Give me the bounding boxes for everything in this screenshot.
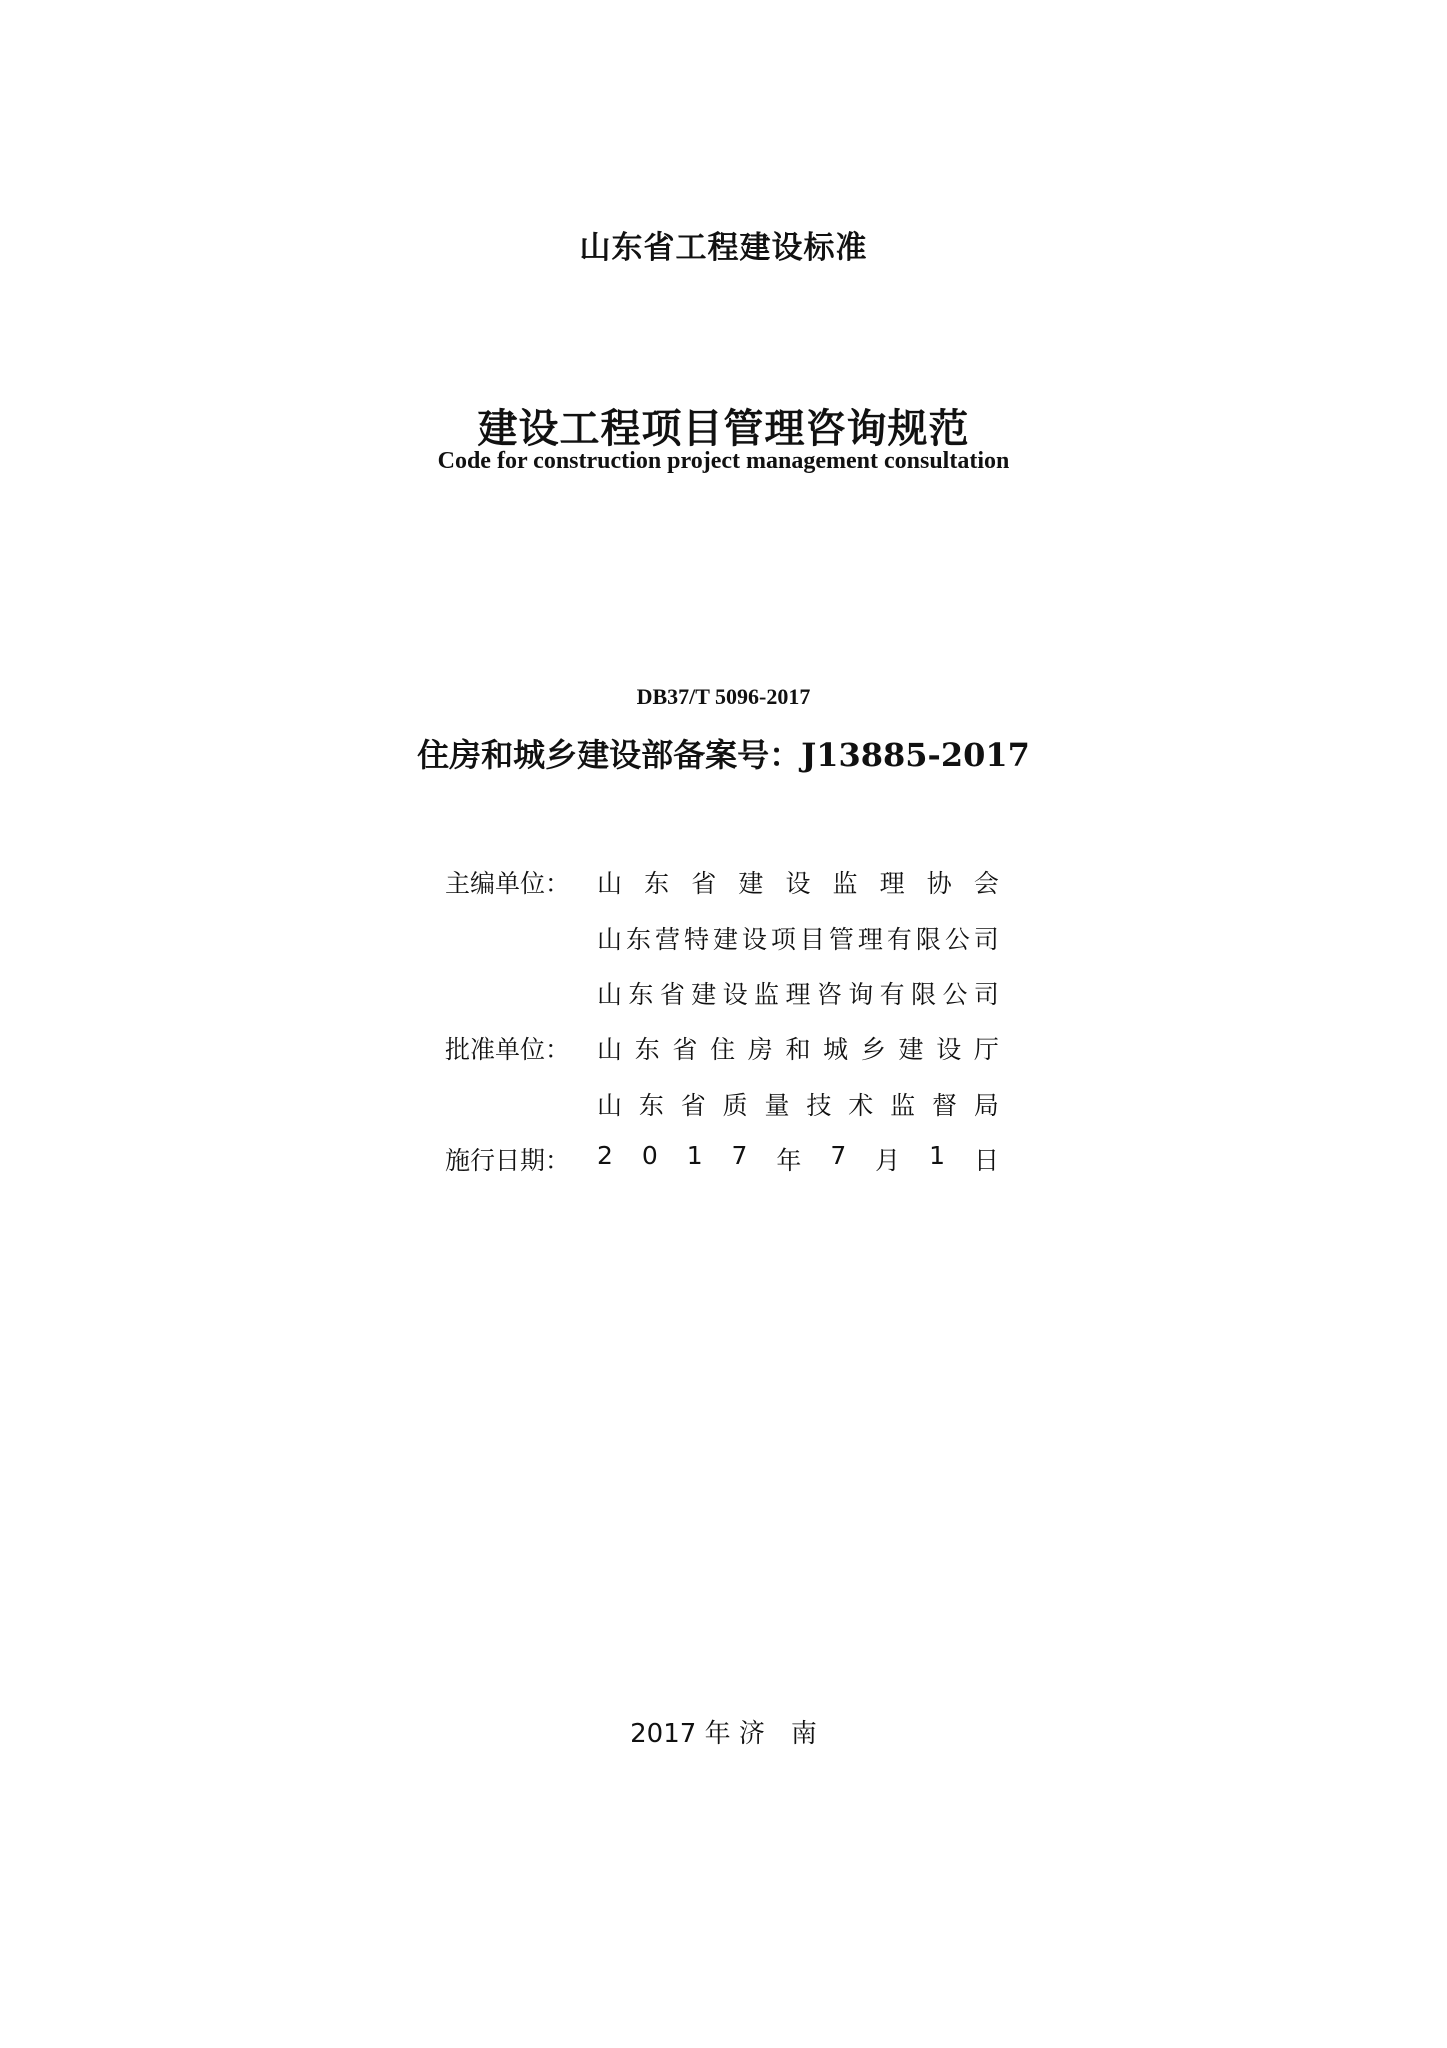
document-title-english: Code for construction project management consultation <box>437 448 1010 474</box>
publication-place-year: 2017 年 济 南 <box>630 1719 817 1749</box>
approver-name: 山 东 省 住 房 和 城 乡 建 设 厅 <box>597 1035 999 1064</box>
effective-date-label: 施行日期： <box>445 1146 571 1175</box>
chief-editor-label: 主编单位： <box>445 869 571 898</box>
effective-date-value: 2 0 1 7 年 7 月 1 日 <box>597 1141 999 1175</box>
standard-series: 山东省工程建设标准 <box>579 230 868 266</box>
chief-editor-name: 山 东 省 建 设 监 理 咨 询 有 限 公 司 <box>597 980 999 1009</box>
record-number: 住房和城乡建设部备案号：J13885-2017 <box>417 736 1030 774</box>
chief-editor-name: 山 东 省 建 设 监 理 协 会 <box>597 869 999 898</box>
approver-name: 山 东 省 质 量 技 术 监 督 局 <box>597 1091 999 1120</box>
chief-editor-name: 山 东 营 特 建 设 项 目 管 理 有 限 公 司 <box>597 925 999 954</box>
approver-label: 批准单位： <box>445 1035 571 1064</box>
document-title-chinese: 建设工程项目管理咨询规范 <box>477 405 970 452</box>
standard-code: DB37/T 5096-2017 <box>636 684 811 709</box>
